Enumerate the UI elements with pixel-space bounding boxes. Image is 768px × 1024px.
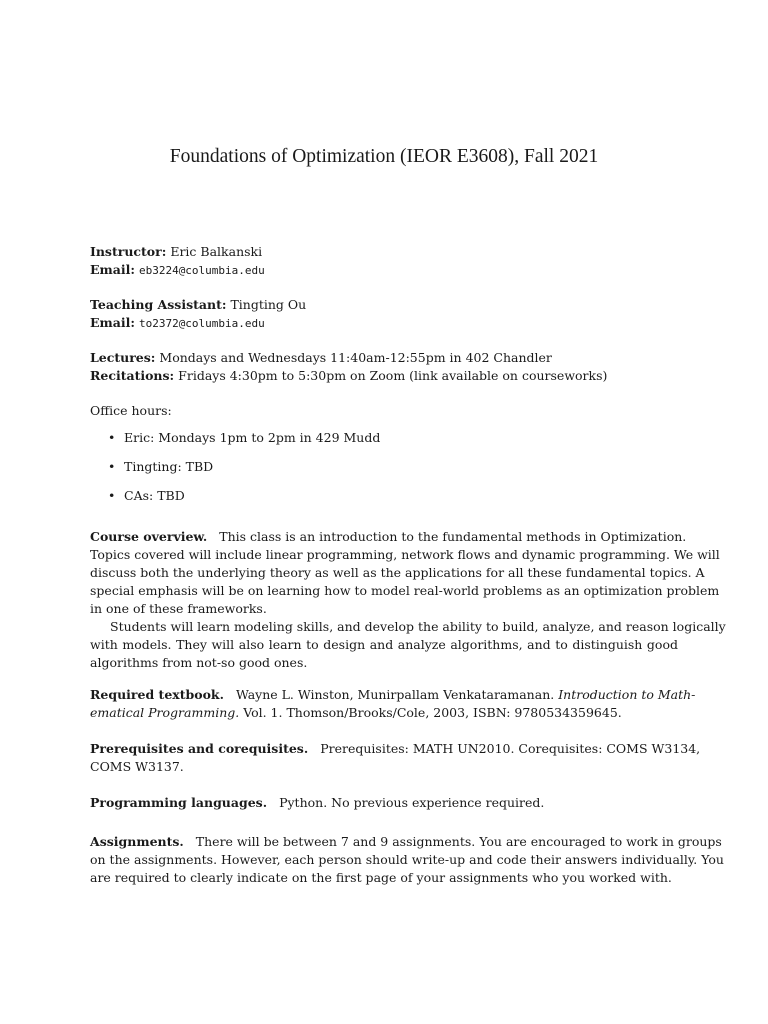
lectures-line bbox=[90, 349, 678, 367]
textbook-authors: Wayne L. Winston, Munirpallam Venkataramanan. bbox=[235, 687, 555, 702]
ta-email[interactable]: to2372@columbia.edu bbox=[138, 317, 265, 330]
list-item: • CAs: TBD bbox=[108, 487, 380, 516]
textbook-title-part2: ematical Programming. bbox=[90, 705, 240, 720]
lectures-value: Mondays and Wednesdays 11:40am-12:55pm in 402 Chandler bbox=[159, 350, 552, 365]
page-title: Foundations of Optimization (IEOR E3608), Fall 2021 bbox=[169, 146, 599, 167]
languages-heading: Programming languages. bbox=[90, 795, 268, 810]
recitations-line bbox=[90, 367, 678, 385]
lectures-label: Lectures: bbox=[90, 350, 156, 365]
recitations-label: Recitations: bbox=[90, 368, 175, 383]
overview-line: Students will learn modeling skills, and develop the ability to build, analyze, and reason logically bbox=[110, 619, 726, 634]
textbook-heading: Required textbook. bbox=[90, 687, 224, 702]
prereq-line: Prerequisites: MATH UN2010. Corequisites: COMS W3134, bbox=[320, 741, 701, 756]
instructor-line bbox=[90, 243, 678, 261]
overview-line: in one of these frameworks. bbox=[90, 601, 267, 616]
assignments-line: There will be between 7 and 9 assignments. You are encouraged to work in groups bbox=[195, 834, 722, 849]
instructor-email[interactable]: eb3224@columbia.edu bbox=[138, 264, 265, 277]
prerequisites-heading: Prerequisites and corequisites. bbox=[90, 741, 309, 756]
overview-line: discuss both the underlying theory as well as the applications for all these fundamental topics. A bbox=[90, 565, 705, 580]
overview-line: algorithms from not-so good ones. bbox=[90, 655, 308, 670]
assignments-heading: Assignments. bbox=[90, 834, 184, 849]
overview-line: special emphasis will be on learning how to model real-world problems as an optimization problem bbox=[90, 583, 720, 598]
course-overview-heading: Course overview. bbox=[90, 529, 208, 544]
list-item: • Eric: Mondays 1pm to 2pm in 429 Mudd bbox=[108, 429, 380, 458]
textbook-title-part1: Introduction to Math- bbox=[558, 687, 696, 702]
instructor-email-label: Email: bbox=[90, 262, 135, 277]
ta-name: Tingting Ou bbox=[230, 297, 307, 312]
ta-email-line bbox=[90, 314, 678, 333]
instructor-email-line bbox=[90, 261, 678, 280]
prerequisites-paragraph bbox=[90, 740, 701, 776]
instructor-label: Instructor: bbox=[90, 244, 167, 259]
ta-line bbox=[90, 296, 678, 314]
list-item: • Tingting: TBD bbox=[108, 458, 380, 487]
textbook-details: Vol. 1. Thomson/Brooks/Cole, 2003, ISBN: 9780534359645. bbox=[243, 705, 622, 720]
assignments-line: are required to clearly indicate on the first page of your assignments who you worked with. bbox=[90, 870, 672, 885]
languages-value: Python. No previous experience required. bbox=[279, 795, 545, 810]
assignments-paragraph bbox=[90, 833, 724, 887]
office-hours-list bbox=[108, 429, 380, 516]
overview-line: Topics covered will include linear programming, network flows and dynamic programming. We will bbox=[90, 547, 720, 562]
office-hours-label: Office hours: bbox=[90, 403, 172, 418]
instructor-name: Eric Balkanski bbox=[170, 244, 263, 259]
prereq-line: COMS W3137. bbox=[90, 759, 184, 774]
recitations-value: Fridays 4:30pm to 5:30pm on Zoom (link available on courseworks) bbox=[178, 368, 608, 383]
assignments-line: on the assignments. However, each person should write-up and code their answers individually. You bbox=[90, 852, 724, 867]
course-overview-paragraph bbox=[90, 528, 726, 672]
overview-line: This class is an introduction to the fundamental methods in Optimization. bbox=[219, 529, 687, 544]
ta-label: Teaching Assistant: bbox=[90, 297, 227, 312]
textbook-paragraph bbox=[90, 686, 696, 722]
languages-line bbox=[90, 794, 678, 812]
ta-email-label: Email: bbox=[90, 315, 135, 330]
overview-line: with models. They will also learn to design and analyze algorithms, and to distinguish good bbox=[90, 637, 678, 652]
